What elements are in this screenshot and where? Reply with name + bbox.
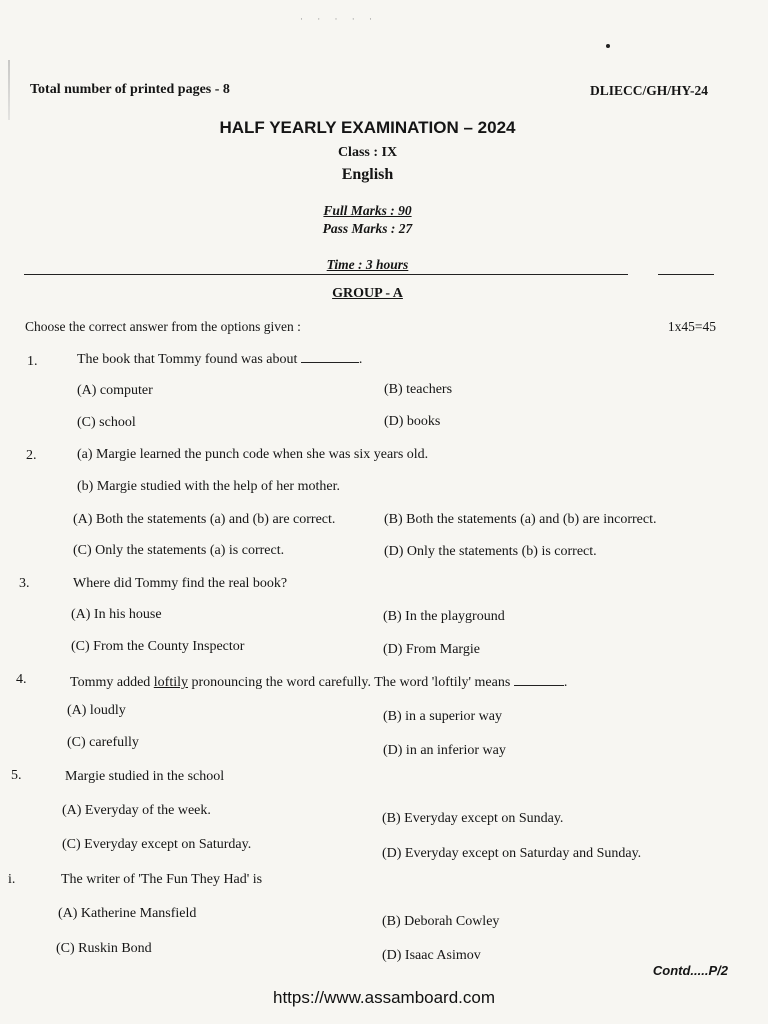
question-stem-start: Tommy added xyxy=(70,675,154,690)
option: (C) carefully xyxy=(67,735,139,750)
question-text: The writer of 'The Fun They Had' is xyxy=(61,872,263,887)
question-number: 5. xyxy=(11,768,22,783)
header-divider-right xyxy=(658,274,714,275)
question-number: 2. xyxy=(26,448,37,463)
class-line: Class : IX xyxy=(337,145,398,160)
continued-note: Contd.....P/2 xyxy=(652,963,728,978)
answer-blank xyxy=(301,350,359,363)
option: (D) books xyxy=(384,414,441,429)
option: (D) Everyday except on Saturday and Sunday. xyxy=(382,846,642,861)
option: (B) In the playground xyxy=(383,609,505,624)
scan-dot xyxy=(606,44,610,48)
question-number: і. xyxy=(8,872,16,887)
option: (C) Ruskin Bond xyxy=(56,941,152,956)
option: (A) Everyday of the week. xyxy=(62,803,211,818)
question-number: 4. xyxy=(16,672,27,687)
question-end: . xyxy=(563,675,568,690)
answer-blank xyxy=(514,673,564,686)
question-end: . xyxy=(358,352,363,367)
instruction: Choose the correct answer from the options given : xyxy=(25,319,301,334)
option: (A) Katherine Mansfield xyxy=(58,906,197,921)
question-number: 3. xyxy=(19,576,30,591)
option: (A) computer xyxy=(77,383,153,398)
time-allowed: Time : 3 hours xyxy=(326,257,409,272)
option: (C) school xyxy=(77,415,136,430)
option: (B) teachers xyxy=(384,382,453,397)
full-marks: Full Marks : 90 xyxy=(323,203,412,218)
underlined-word: loftily xyxy=(153,675,189,690)
option: (D) in an inferior way xyxy=(383,743,506,758)
option: (C) Only the statements (a) is correct. xyxy=(73,543,285,558)
option: (C) From the County Inspector xyxy=(71,639,245,654)
question-stem: pronouncing the word carefully. The word 'loftily' means xyxy=(188,675,511,690)
subject: English xyxy=(341,166,394,183)
printed-pages-note: Total number of printed pages - 8 xyxy=(30,82,230,97)
option: (B) in a superior way xyxy=(383,709,502,724)
question-text: Margie studied in the school xyxy=(65,769,225,784)
option: (B) Everyday except on Sunday. xyxy=(382,811,564,826)
option: (C) Everyday except on Saturday. xyxy=(62,837,252,852)
group-title: GROUP - A xyxy=(332,286,403,301)
option: (B) Deborah Cowley xyxy=(382,914,500,929)
question-statement-a: (a) Margie learned the punch code when she was six years old. xyxy=(77,447,429,462)
option: (D) Isaac Asimov xyxy=(382,948,481,963)
marks-scheme: 1x45=45 xyxy=(667,319,716,334)
scan-specks: · · · · · xyxy=(300,14,378,24)
option: (A) loudly xyxy=(67,703,126,718)
question-stem: The book that Tommy found was about xyxy=(77,352,298,367)
option: (B) Both the statements (a) and (b) are incorrect. xyxy=(384,512,657,527)
option: (A) Both the statements (a) and (b) are correct. xyxy=(73,512,336,527)
paper-code: DLIECC/GH/HY-24 xyxy=(589,83,708,98)
exam-title: HALF YEARLY EXAMINATION – 2024 xyxy=(219,118,516,137)
option: (A) In his house xyxy=(71,607,162,622)
scan-edge-mark xyxy=(8,60,10,120)
header-divider xyxy=(24,274,628,275)
question-text xyxy=(77,350,362,368)
source-url[interactable]: https://www.assamboard.com xyxy=(272,988,496,1007)
question-text: Where did Tommy find the real book? xyxy=(73,576,288,591)
question-number: 1. xyxy=(27,354,38,369)
question-text xyxy=(70,673,567,691)
option: (D) Only the statements (b) is correct. xyxy=(384,544,597,559)
pass-marks: Pass Marks : 27 xyxy=(322,221,413,236)
question-statement-b: (b) Margie studied with the help of her mother. xyxy=(77,479,340,494)
option: (D) From Margie xyxy=(383,642,480,657)
